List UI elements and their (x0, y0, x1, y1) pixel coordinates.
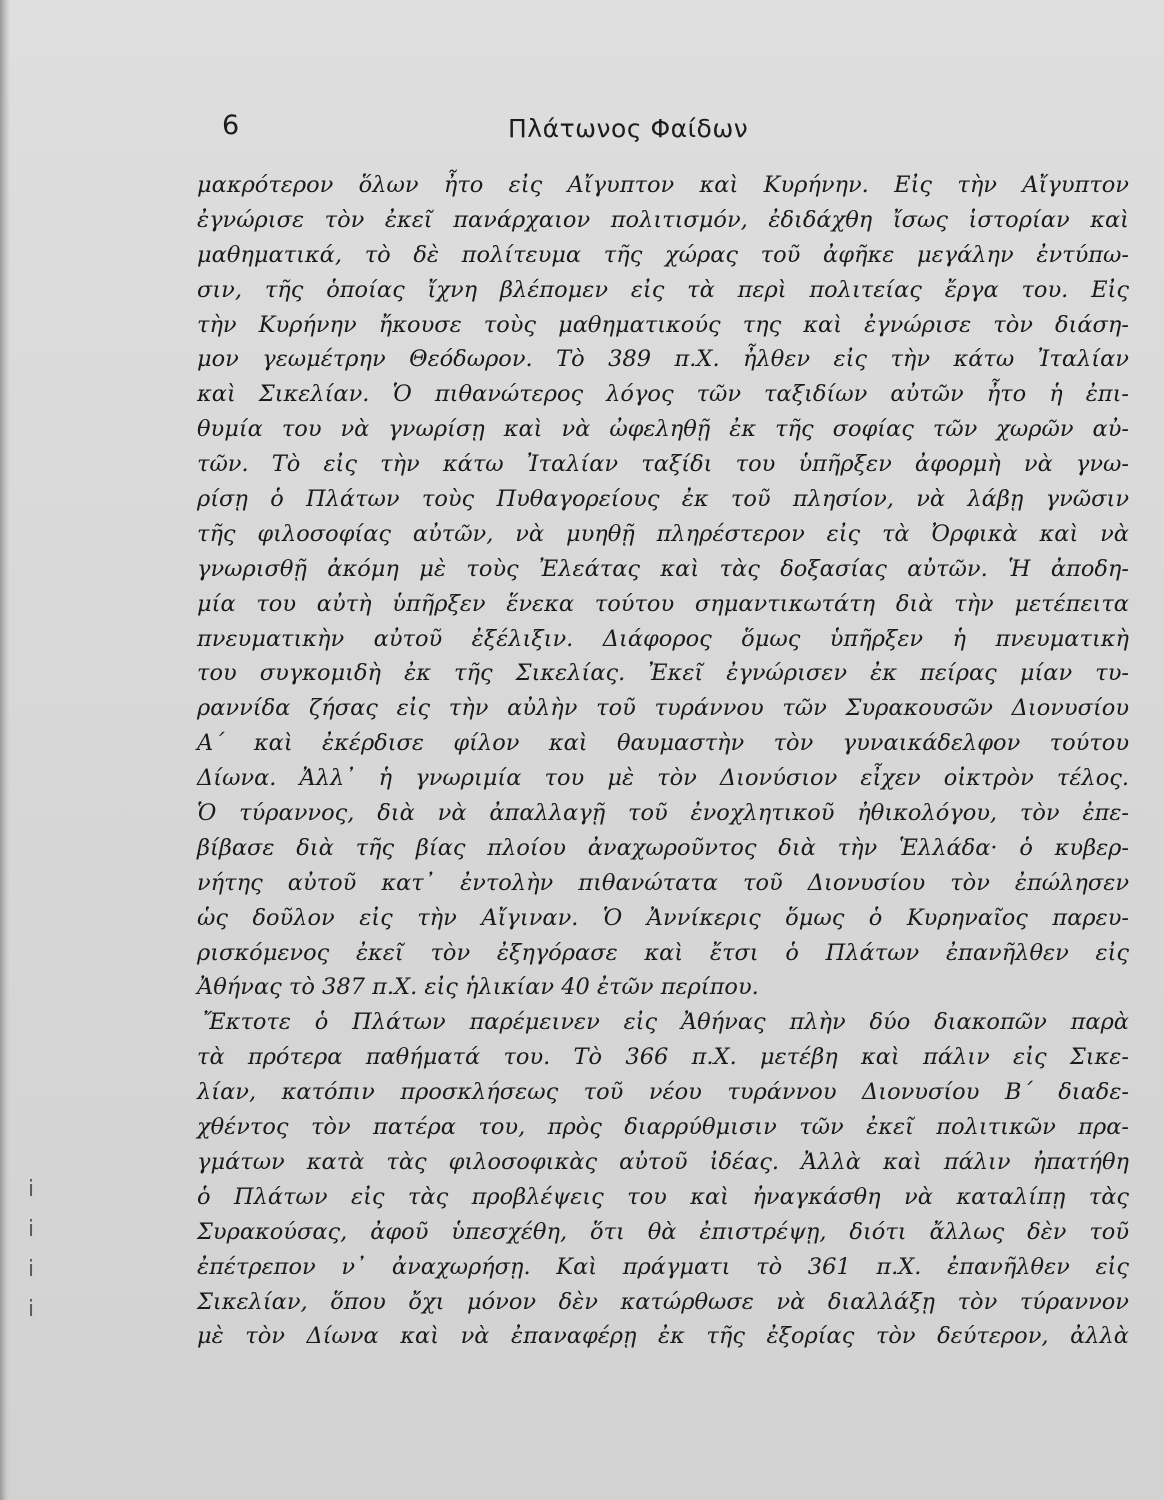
text-line: πνευματικὴν αὐτοῦ ἐξέλιξιν. Διάφορος ὅμως ὑπῆρξεν ἡ πνευματικὴ (197, 625, 1129, 652)
text-line: γμάτων κατὰ τὰς φιλοσοφικὰς αὐτοῦ ἰδέας. Ἀλλὰ καὶ πάλιν ἠπατήθη (197, 1148, 1129, 1175)
text-line: χθέντος τὸν πατέρα του, πρὸς διαρρύθμισιν τῶν ἐκεῖ πολιτικῶν πρα- (197, 1114, 1129, 1141)
text-line: ὡς δοῦλον εἰς τὴν Αἴγιναν. Ὁ Ἀννίκερις ὅμως ὁ Κυρηναῖος παρευ- (197, 904, 1129, 931)
running-head (0, 110, 1164, 150)
text-line: μακρότερον ὅλων ἦτο εἰς Αἴγυπτον καὶ Κυρήνην. Εἰς τὴν Αἴγυπτον (197, 172, 1129, 198)
text-line: γνωρισθῇ ἀκόμη μὲ τοὺς Ἐλεάτας καὶ τὰς δοξασίας αὐτῶν. Ἡ ἀποδη- (197, 555, 1129, 582)
page-number: 6 (222, 110, 240, 141)
text-line: τῶν. Τὸ εἰς τὴν κάτω Ἰταλίαν ταξίδι του ὑπῆρξεν ἀφορμὴ νὰ γνω- (197, 451, 1129, 478)
text-line: μὲ τὸν Δίωνα καὶ νὰ ἐπαναφέρῃ ἐκ τῆς ἐξορίας τὸν δεύτερον, ἀλλὰ (197, 1323, 1129, 1350)
text-line: Δίωνα. Ἀλλ᾽ ἡ γνωριμία του μὲ τὸν Διονύσιον εἶχεν οἰκτρὸν τέλος. (197, 765, 1129, 792)
text-line: λίαν, κατόπιν προσκλήσεως τοῦ νέου τυράννου Διονυσίου Β΄ διαδε- (197, 1079, 1129, 1106)
paragraph-end-line: Ἀθήνας τὸ 387 π.Χ. εἰς ἡλικίαν 40 ἐτῶν περίπου. (197, 974, 759, 1001)
text-line: Ὁ τύραννος, διὰ νὰ ἀπαλλαγῇ τοῦ ἐνοχλητικοῦ ἠθικολόγου, τὸν ἐπε- (197, 800, 1129, 827)
text-line: του συγκομιδὴ ἐκ τῆς Σικελίας. Ἐκεῖ ἐγνώρισεν ἐκ πείρας μίαν τυ- (197, 660, 1129, 687)
text-line: ραννίδα ζήσας εἰς τὴν αὐλὴν τοῦ τυράννου τῶν Συρακουσῶν Διονυσίου (197, 695, 1129, 722)
paragraph-start-line: Ἔκτοτε ὁ Πλάτων παρέμεινεν εἰς Ἀθήνας πλὴν δύο διακοπῶν παρὰ (203, 1009, 1129, 1036)
text-line: ἐπέτρεπον ν᾽ ἀναχωρήσῃ. Καὶ πράγματι τὸ 361 π.Χ. ἐπανῆλθεν εἰς (197, 1253, 1129, 1280)
text-line: ἐγνώρισε τὸν ἐκεῖ πανάρχαιον πολιτισμόν, ἐδιδάχθη ἴσως ἱστορίαν καὶ (197, 206, 1129, 233)
margin-mark: ⅰ (28, 1257, 35, 1282)
margin-mark: ⅰ (28, 1177, 35, 1202)
text-line: ρίσῃ ὁ Πλάτων τοὺς Πυθαγορείους ἐκ τοῦ πλησίον, νὰ λάβῃ γνῶσιν (197, 486, 1129, 513)
text-line: θυμία του νὰ γνωρίσῃ καὶ νὰ ὠφεληθῇ ἐκ τῆς σοφίας τῶν χωρῶν αὐ- (197, 416, 1129, 443)
text-line: μον γεωμέτρην Θεόδωρον. Τὸ 389 π.Χ. ἦλθεν εἰς τὴν κάτω Ἰταλίαν (197, 346, 1129, 373)
body-text (197, 168, 1129, 1354)
text-line: μία του αὐτὴ ὑπῆρξεν ἕνεκα τούτου σημαντικωτάτη διὰ τὴν μετέπειτα (197, 590, 1129, 617)
text-line: τὴν Κυρήνην ἤκουσε τοὺς μαθηματικούς της καὶ ἐγνώρισε τὸν διάση- (197, 311, 1129, 338)
page-title: Πλάτωνος Φαίδων (508, 114, 749, 143)
text-line: τὰ πρότερα παθήματά του. Τὸ 366 π.Χ. μετέβη καὶ πάλιν εἰς Σικε- (197, 1044, 1129, 1071)
text-line: Συρακούσας, ἀφοῦ ὑπεσχέθη, ὅτι θὰ ἐπιστρέψῃ, διότι ἄλλως δὲν τοῦ (197, 1218, 1129, 1245)
text-line: βίβασε διὰ τῆς βίας πλοίου ἀναχωροῦντος διὰ τὴν Ἑλλάδα· ὁ κυβερ- (197, 834, 1129, 861)
text-line: νήτης αὐτοῦ κατ᾽ ἐντολὴν πιθανώτατα τοῦ Διονυσίου τὸν ἐπώλησεν (197, 869, 1129, 896)
text-line: μαθηματικά, τὸ δὲ πολίτευμα τῆς χώρας τοῦ ἀφῆκε μεγάλην ἐντύπω- (197, 241, 1129, 268)
text-line: σιν, τῆς ὁποίας ἴχνη βλέπομεν εἰς τὰ περὶ πολιτείας ἔργα του. Εἰς (197, 276, 1129, 303)
text-line: ὁ Πλάτων εἰς τὰς προβλέψεις του καὶ ἠναγκάσθη νὰ καταλίπῃ τὰς (197, 1183, 1129, 1210)
margin-marks (28, 1170, 48, 1330)
text-line: Α΄ καὶ ἐκέρδισε φίλον καὶ θαυμαστὴν τὸν γυναικάδελφον τούτου (197, 730, 1129, 757)
text-line: ρισκόμενος ἐκεῖ τὸν ἐξηγόρασε καὶ ἔτσι ὁ Πλάτων ἐπανῆλθεν εἰς (197, 939, 1129, 966)
text-line: τῆς φιλοσοφίας αὐτῶν, νὰ μυηθῇ πληρέστερον εἰς τὰ Ὀρφικὰ καὶ νὰ (197, 520, 1129, 547)
margin-mark: ⅰ (28, 1217, 35, 1242)
text-line: καὶ Σικελίαν. Ὁ πιθανώτερος λόγος τῶν ταξιδίων αὐτῶν ἦτο ἡ ἐπι- (197, 381, 1129, 408)
text-line: Σικελίαν, ὅπου ὄχι μόνον δὲν κατώρθωσε νὰ διαλλάξῃ τὸν τύραννον (197, 1288, 1129, 1315)
margin-mark: ⅰ (28, 1297, 35, 1322)
